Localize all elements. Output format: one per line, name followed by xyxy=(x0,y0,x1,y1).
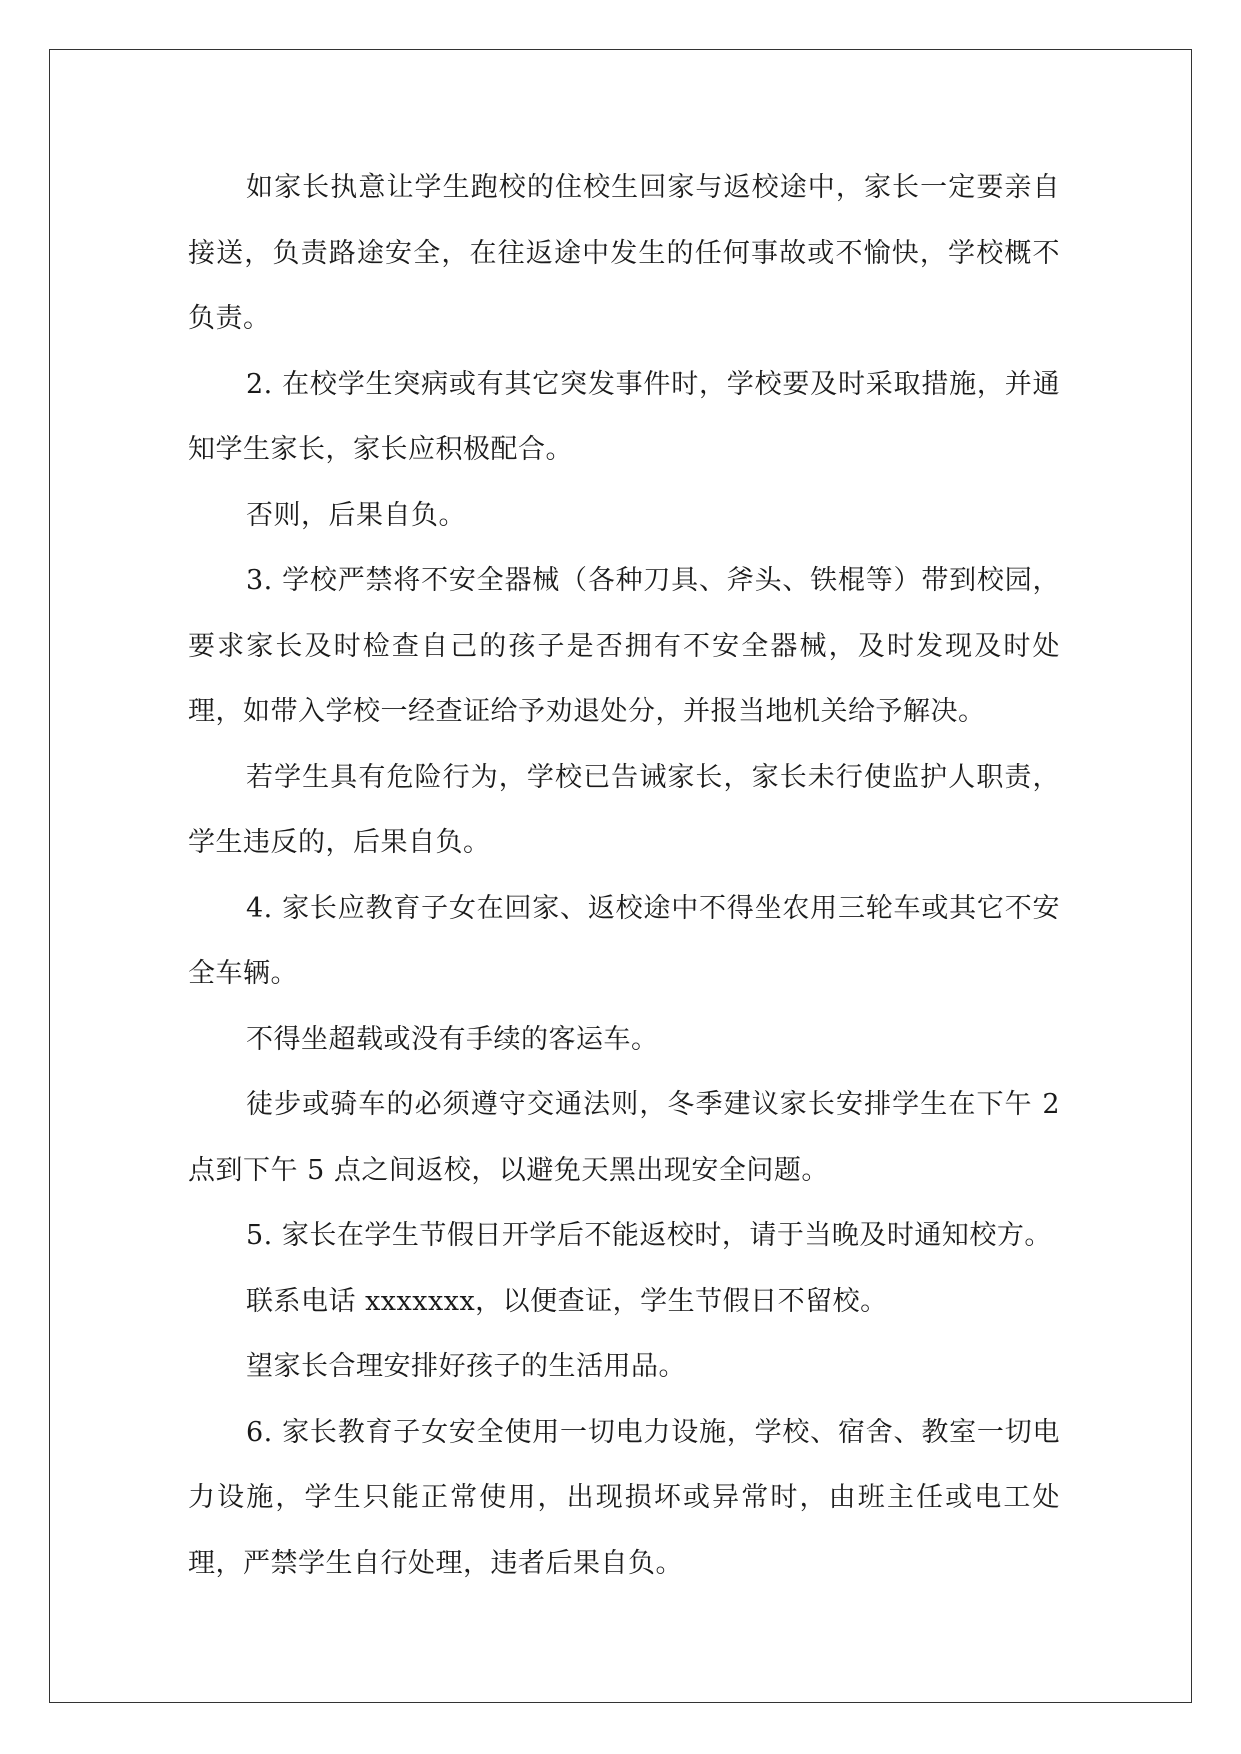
paragraph: 6. 家长教育子女安全使用一切电力设施，学校、宿舍、教室一切电力设施，学生只能正常使用，出现损坏或异常时，由班主任或电工处理，严禁学生自行处理，违者后果自负。 xyxy=(188,1416,1060,1579)
paragraph: 如家长执意让学生跑校的住校生回家与返校途中，家长一定要亲自接送，负责路途安全，在往返途中发生的任何事故或不愉快，学校概不负责。 xyxy=(188,172,1060,334)
paragraph: 联系电话 xxxxxxx，以便查证，学生节假日不留校。 xyxy=(246,1285,888,1317)
paragraph: 4. 家长应教育子女在回家、返校途中不得坐农用三轮车或其它不安全车辆。 xyxy=(188,892,1060,989)
paragraph: 望家长合理安排好孩子的生活用品。 xyxy=(246,1351,686,1382)
document-body xyxy=(188,155,1060,1596)
paragraph: 3. 学校严禁将不安全器械（各种刀具、斧头、铁棍等）带到校园，要求家长及时检查自己的孩子是否拥有不安全器械，及时发现及时处理，如带入学校一经查证给予劝退处分，并报当地机关给予解决。 xyxy=(188,565,1060,727)
paragraph: 否则，后果自负。 xyxy=(246,499,466,531)
paragraph: 5. 家长在学生节假日开学后不能返校时，请于当晚及时通知校方。 xyxy=(246,1220,1052,1251)
paragraph: 不得坐超载或没有手续的客运车。 xyxy=(246,1023,659,1055)
paragraph: 徒步或骑车的必须遵守交通法则，冬季建议家长安排学生在下午 2 点到下午 5 点之间返校，以避免天黑出现安全问题。 xyxy=(188,1089,1060,1186)
paragraph: 若学生具有危险行为，学校已告诫家长，家长未行使监护人职责，学生违反的，后果自负。 xyxy=(188,761,1060,858)
paragraph: 2. 在校学生突病或有其它突发事件时，学校要及时采取措施，并通知学生家长，家长应积极配合。 xyxy=(188,368,1060,465)
